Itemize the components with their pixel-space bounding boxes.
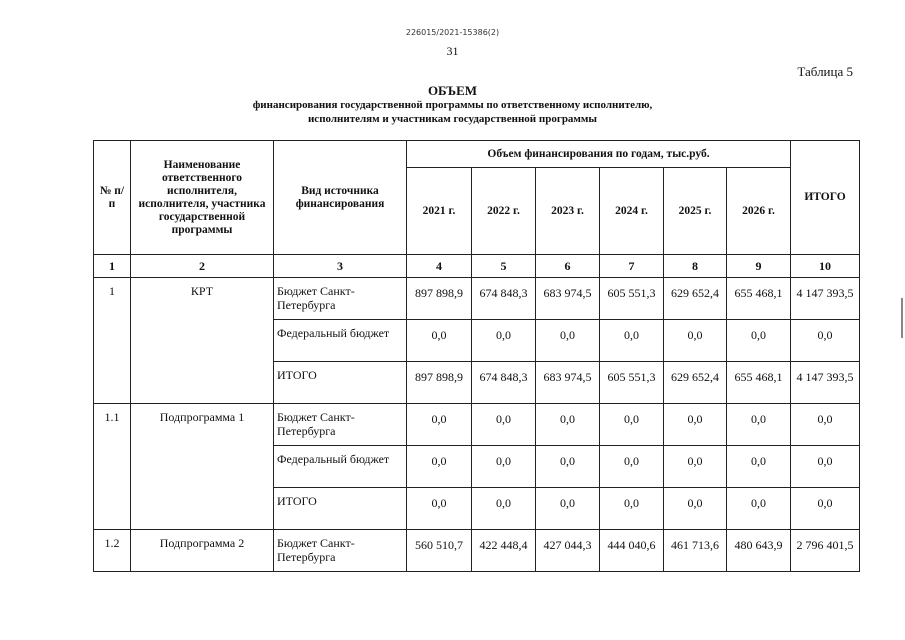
column-number: 3 [274, 255, 407, 278]
header-year: 2024 г. [600, 168, 664, 255]
row-name: КРТ [131, 278, 274, 404]
total-cell: 0,0 [791, 320, 860, 362]
page-number: 31 [446, 44, 459, 58]
row-name: Подпрограмма 2 [131, 530, 274, 572]
table-row [94, 404, 860, 446]
value-cell: 0,0 [536, 404, 600, 446]
total-cell: 0,0 [791, 488, 860, 530]
value-cell: 0,0 [407, 320, 472, 362]
column-number-row [94, 255, 860, 278]
header-year: 2021 г. [407, 168, 472, 255]
value-cell: 897 898,9 [407, 278, 472, 320]
subtitle-line-1: финансирования государственной программы по ответственному исполнителю, [252, 99, 653, 111]
value-cell: 683 974,5 [536, 278, 600, 320]
row-number: 1.1 [94, 404, 131, 530]
subtitle-line-2: исполнителям и участникам государственной программы [307, 113, 598, 125]
value-cell: 605 551,3 [600, 278, 664, 320]
value-cell: 480 643,9 [727, 530, 791, 572]
value-cell: 0,0 [472, 320, 536, 362]
funding-source: Бюджет Санкт-Петербурга [274, 278, 407, 320]
table-label: Таблица 5 [797, 64, 853, 79]
header-number: № п/п [94, 141, 131, 255]
value-cell: 444 040,6 [600, 530, 664, 572]
value-cell: 0,0 [407, 488, 472, 530]
total-cell: 2 796 401,5 [791, 530, 860, 572]
value-cell: 655 468,1 [727, 278, 791, 320]
header-years-group: Объем финансирования по годам, тыс.руб. [407, 141, 791, 168]
value-cell: 0,0 [727, 320, 791, 362]
document-subtitle [0, 98, 905, 126]
value-cell: 0,0 [536, 320, 600, 362]
header-year: 2023 г. [536, 168, 600, 255]
column-number: 8 [664, 255, 727, 278]
value-cell: 0,0 [600, 446, 664, 488]
row-number: 1.2 [94, 530, 131, 572]
value-cell: 674 848,3 [472, 278, 536, 320]
value-cell: 683 974,5 [536, 362, 600, 404]
table-row [94, 530, 860, 572]
column-number: 6 [536, 255, 600, 278]
value-cell: 0,0 [600, 488, 664, 530]
document-title: ОБЪЕМ [427, 83, 478, 98]
column-number: 1 [94, 255, 131, 278]
value-cell: 560 510,7 [407, 530, 472, 572]
header-year: 2025 г. [664, 168, 727, 255]
funding-source: Бюджет Санкт-Петербурга [274, 530, 407, 572]
column-number: 2 [131, 255, 274, 278]
value-cell: 0,0 [600, 404, 664, 446]
value-cell: 427 044,3 [536, 530, 600, 572]
document-id: 226015/2021-15386(2) [405, 28, 500, 37]
header-year: 2026 г. [727, 168, 791, 255]
funding-source: Федеральный бюджет [274, 446, 407, 488]
column-number: 5 [472, 255, 536, 278]
value-cell: 605 551,3 [600, 362, 664, 404]
total-cell: 4 147 393,5 [791, 278, 860, 320]
value-cell: 0,0 [472, 404, 536, 446]
total-cell: 4 147 393,5 [791, 362, 860, 404]
funding-source: Федеральный бюджет [274, 320, 407, 362]
value-cell: 0,0 [664, 488, 727, 530]
value-cell: 629 652,4 [664, 362, 727, 404]
value-cell: 674 848,3 [472, 362, 536, 404]
value-cell: 0,0 [664, 446, 727, 488]
value-cell: 0,0 [664, 404, 727, 446]
value-cell: 897 898,9 [407, 362, 472, 404]
header-total: ИТОГО [791, 141, 860, 255]
value-cell: 655 468,1 [727, 362, 791, 404]
header-source: Вид источника финансирования [274, 141, 407, 255]
column-number: 7 [600, 255, 664, 278]
column-number: 4 [407, 255, 472, 278]
value-cell: 0,0 [407, 404, 472, 446]
funding-source: ИТОГО [274, 362, 407, 404]
table-header-row [94, 141, 860, 168]
value-cell: 0,0 [727, 488, 791, 530]
value-cell: 0,0 [536, 488, 600, 530]
value-cell: 0,0 [472, 488, 536, 530]
value-cell: 0,0 [407, 446, 472, 488]
total-cell: 0,0 [791, 446, 860, 488]
value-cell: 0,0 [536, 446, 600, 488]
value-cell: 0,0 [472, 446, 536, 488]
value-cell: 461 713,6 [664, 530, 727, 572]
column-number: 9 [727, 255, 791, 278]
value-cell: 0,0 [664, 320, 727, 362]
header-year: 2022 г. [472, 168, 536, 255]
value-cell: 0,0 [727, 446, 791, 488]
row-number: 1 [94, 278, 131, 404]
value-cell: 0,0 [600, 320, 664, 362]
scan-edge-mark [901, 298, 903, 338]
header-name: Наименование ответственного исполнителя, исполнителя, участника государственной программы [131, 141, 274, 255]
value-cell: 422 448,4 [472, 530, 536, 572]
column-number: 10 [791, 255, 860, 278]
value-cell: 629 652,4 [664, 278, 727, 320]
funding-source: ИТОГО [274, 488, 407, 530]
financing-table [93, 140, 860, 572]
value-cell: 0,0 [727, 404, 791, 446]
row-name: Подпрограмма 1 [131, 404, 274, 530]
table-row [94, 278, 860, 320]
total-cell: 0,0 [791, 404, 860, 446]
funding-source: Бюджет Санкт-Петербурга [274, 404, 407, 446]
